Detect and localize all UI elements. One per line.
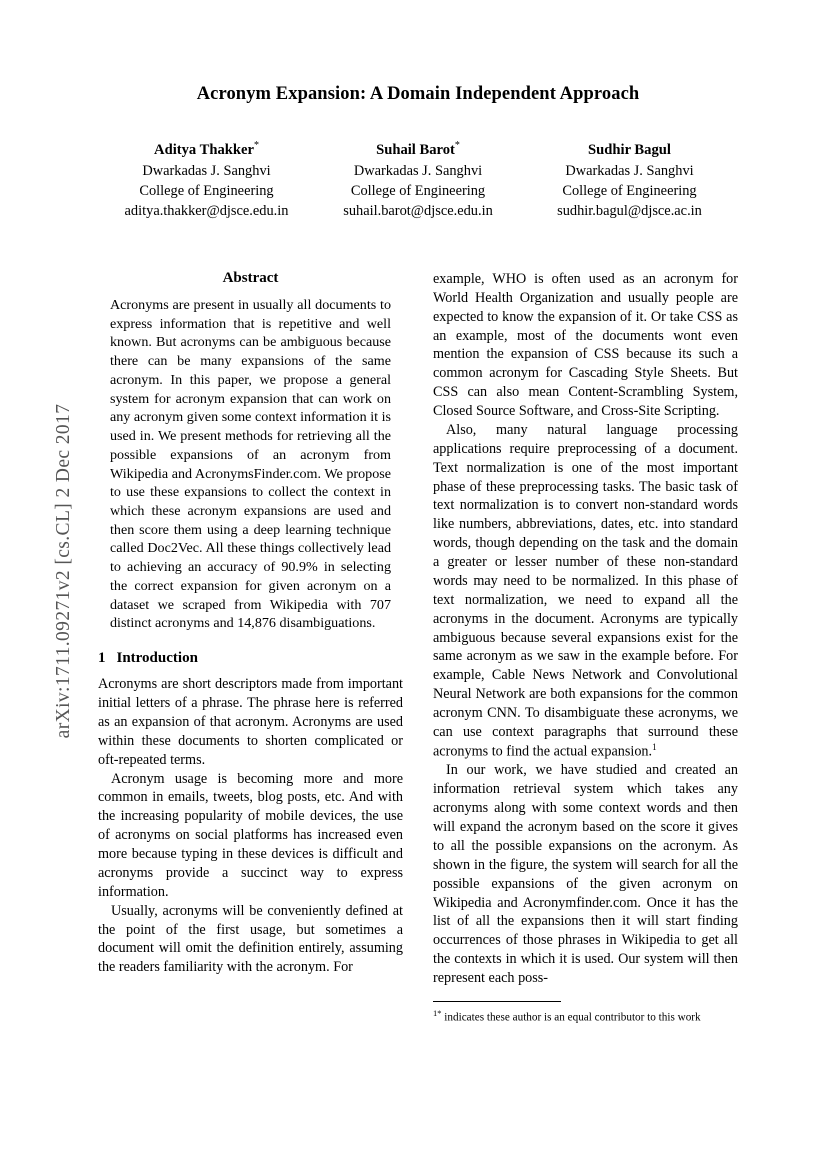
footnote-reference: 1 xyxy=(652,741,657,752)
author-email: suhail.barot@djsce.edu.in xyxy=(343,203,493,220)
author-affiliation-line-1: Dwarkadas J. Sanghvi xyxy=(353,162,483,179)
author-affiliation-line-2: College of Engineering xyxy=(139,183,274,200)
author-block xyxy=(104,139,309,222)
footnote-marker: 1 xyxy=(433,1007,438,1018)
paragraph: Usually, acronyms will be conveniently defined at the point of the first usage, but sometimes a document will omit the definition entirely, assuming the readers familiarity with the acronym. For xyxy=(98,902,403,976)
author-affiliation-line-2: College of Engineering xyxy=(350,183,486,200)
page-title: Acronym Expansion: A Domain Independent Approach xyxy=(196,84,640,104)
footnote-star-marker: * xyxy=(437,1007,442,1018)
abstract-text: Acronyms are present in usually all documents to express information that is repetitive and well known. But acronyms can be ambiguous because there can be many expansions of the same acronym. In this paper, we propose a general system for acronym expansion that can work on any acronym given some context information it is used in. We present methods for retrieving all the possible expansions of an acronym from Wikipedia and AcronymsFinder.com. We propose to use these expansions to collect the context in which these acronym expansions are used and then score them using a deep learning technique called Doc2Vec. All these things collectively lead to achieving an accuracy of 90.9% in selecting the correct expansion for given acronym on a dataset we scraped from Wikipedia with 707 distinct acronyms and 14,876 disambiguations. xyxy=(110,296,391,632)
author-email: sudhir.bagul@djsce.ac.in xyxy=(557,203,702,220)
author-name-text: Suhail Barot xyxy=(376,141,455,158)
section-heading-introduction xyxy=(98,650,403,667)
footnote-text: indicates these author is an equal contributor to this work xyxy=(444,1011,701,1024)
arxiv-identifier-stamp: arXiv:1711.09271v2 [cs.CL] 2 Dec 2017 xyxy=(53,403,74,739)
footnote-divider xyxy=(433,1001,561,1002)
author-equal-contribution-marker: * xyxy=(253,140,259,151)
author-name xyxy=(104,139,309,161)
paragraph xyxy=(433,421,738,761)
two-column-body xyxy=(98,270,738,1026)
author-block xyxy=(527,139,732,222)
author-equal-contribution-marker: * xyxy=(454,140,460,151)
author-block xyxy=(316,139,521,222)
paragraph-text: Also, many natural language processing applications require preprocessing of a document. Text normalization is one of the most important phase of these preprocessing tasks. The basic task of text normalization is to convert non-standard words like numbers, abbreviations, dates, etc. into standard words, though depending on the task and the domain a greater or lesser number of these non-standard words may need to be normalized. In this phase of text normalization, we need to expand all the acronyms in the document. Acronyms are typically ambiguous because several expansions exist for the same acronym as we saw in the example before. For example, Cable News Network and Convolutional Neural Network are both expansions for the common acronym CNN. To disambiguate these acronyms, we can use context paragraphs that surround these acronyms to find the actual expansion. xyxy=(433,421,738,760)
author-name xyxy=(316,139,521,161)
author-name-text: Aditya Thakker xyxy=(154,141,254,158)
paragraph: example, WHO is often used as an acronym for World Health Organization and usually people are expected to know the expansion of it. Or take CSS as an example, most of the documents wont even mention the expansion of CSS because its such a common acronym for Cascading Style Sheets. But CSS can also mean Content-Scrambling System, Closed Source Software, and Cross-Site Scripting. xyxy=(433,270,738,420)
author-email: aditya.thakker@djsce.edu.in xyxy=(124,203,289,220)
author-affiliation-line-1: Dwarkadas J. Sanghvi xyxy=(565,162,694,179)
section-number: 1 xyxy=(98,650,106,667)
right-column xyxy=(433,270,738,1026)
author-affiliation-line-2: College of Engineering xyxy=(562,183,697,200)
author-name-text: Sudhir Bagul xyxy=(588,141,671,158)
left-column xyxy=(98,270,403,1026)
paragraph: Acronym usage is becoming more and more common in emails, tweets, blog posts, etc. And with the increasing popularity of mobile devices, the use of acronyms on social platforms has increased even more because typing in these devices is difficult and acronyms provide a succinct way to express information. xyxy=(98,770,403,900)
author-name xyxy=(527,139,732,161)
section-title: Introduction xyxy=(116,650,198,667)
author-list xyxy=(104,139,732,222)
paragraph: In our work, we have studied and created an information retrieval system which takes any acronyms along with some context words and then will expand the acronym based on the score it gives to all the possible expansions on the acronym. As shown in the figure, the system will search for all the possible expansions of the given acronym on Wikipedia and Acronymfinder.com. Once it has the list of all the expansions then it will start finding occurrences of those phrases in Wikipedia to get all the contexts in which it is used. Our system will then represent each poss- xyxy=(433,762,738,987)
abstract-body xyxy=(110,296,391,633)
paragraph: Acronyms are short descriptors made from important initial letters of a phrase. The phrase here is referred as an expansion of that acronym. Acronyms are used within these documents to shorten complicated or oft-repeated terms. xyxy=(98,676,403,768)
author-affiliation-line-1: Dwarkadas J. Sanghvi xyxy=(142,162,271,179)
abstract-heading: Abstract xyxy=(222,269,279,286)
footnote xyxy=(433,1008,738,1026)
paper-content xyxy=(98,84,738,1025)
